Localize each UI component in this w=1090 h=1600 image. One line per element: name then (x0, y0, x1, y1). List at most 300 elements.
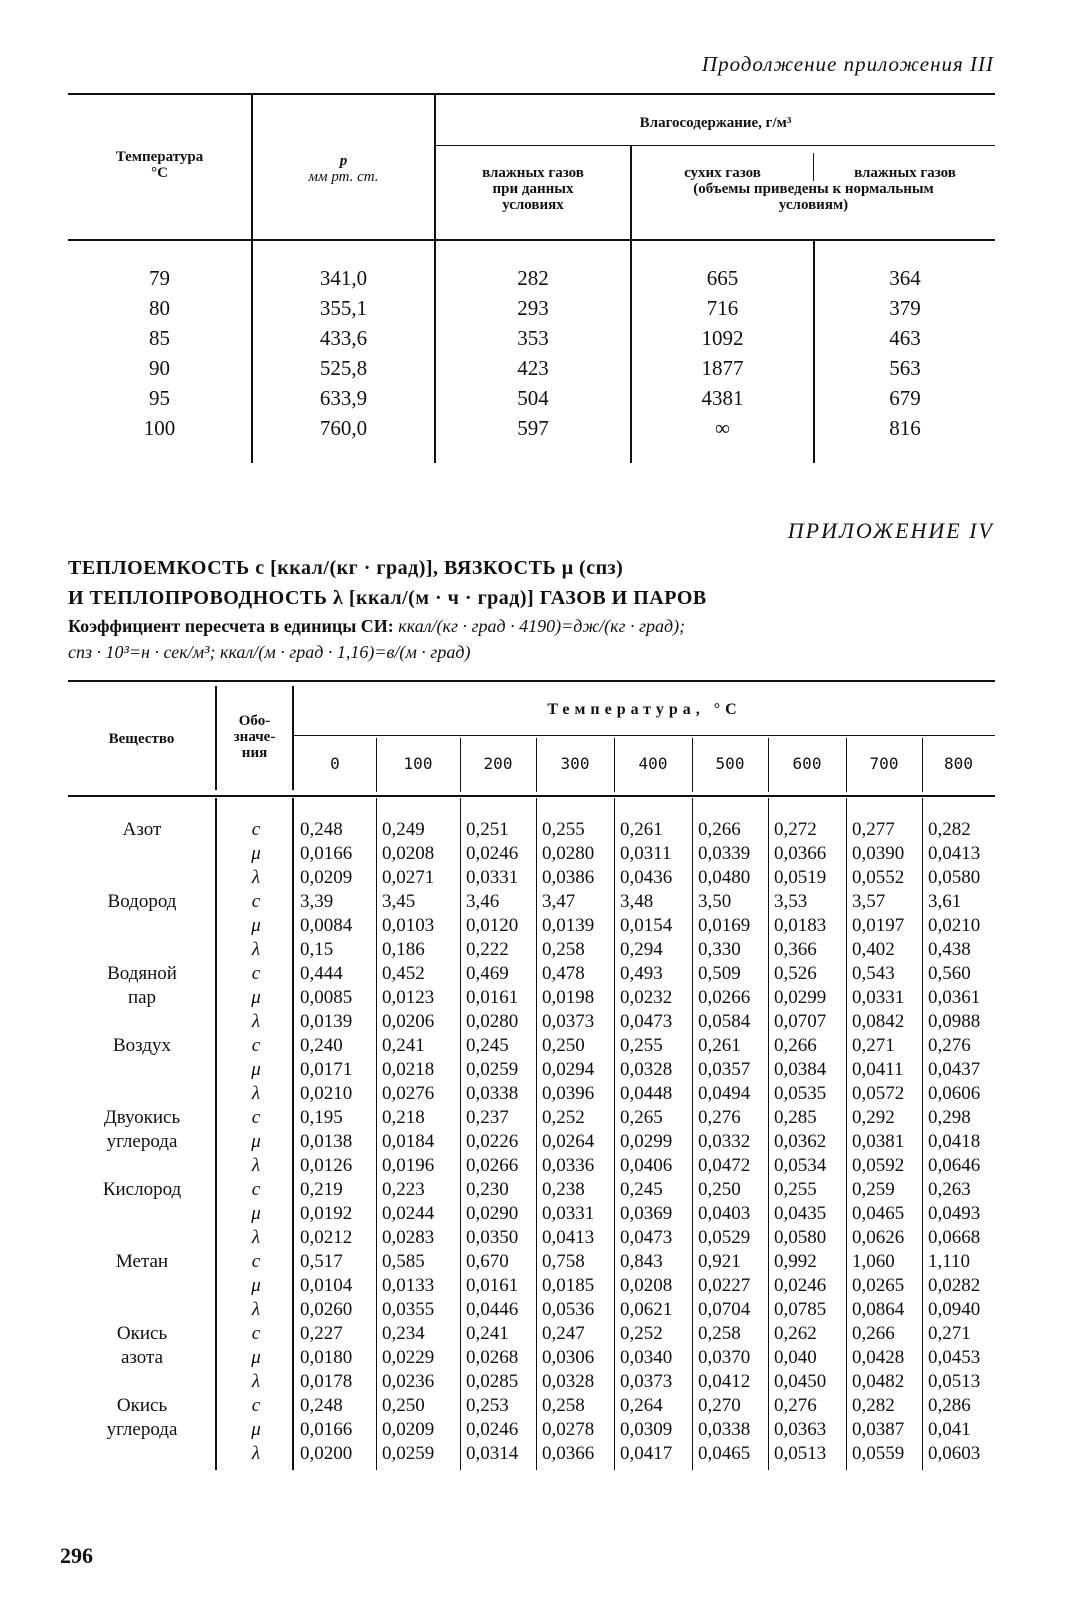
table-cell: 355,1 (319, 296, 368, 320)
substance-name: Азот (122, 819, 162, 840)
property-symbol: μ (251, 1275, 261, 1296)
table-cell: 79 (149, 266, 170, 290)
table-cell: 0,0366 (542, 1443, 595, 1464)
table-cell: 0,0138 (300, 1131, 353, 1152)
table-cell: 0,0299 (620, 1131, 673, 1152)
table-cell: 0,0336 (542, 1155, 595, 1176)
table-cell: 0,250 (382, 1395, 425, 1416)
table-cell: 0,0212 (300, 1227, 353, 1248)
table-cell: 0,248 (300, 819, 343, 840)
table-cell: 0,237 (466, 1107, 509, 1128)
table-cell: 0,452 (382, 963, 425, 984)
saturated-vapor-table (68, 93, 995, 463)
table-cell: 0,992 (774, 1251, 817, 1272)
table-cell: 3,48 (620, 891, 654, 912)
table-cell: 0,0103 (382, 915, 435, 936)
header-text: °C (151, 165, 168, 181)
table-cell: 0,266 (698, 819, 741, 840)
header-temperature (68, 149, 251, 181)
table-cell: 0,0311 (620, 843, 672, 864)
header-wet-actual (436, 165, 630, 213)
table-cell: 0,230 (466, 1179, 509, 1200)
table-cell: 0,0244 (382, 1203, 435, 1224)
table-cell: 0,0413 (542, 1227, 595, 1248)
gas-properties-table (68, 680, 995, 1480)
table-cell: 0,0271 (382, 867, 435, 888)
table-cell: 0,0171 (300, 1059, 353, 1080)
table-cell: 0,0218 (382, 1059, 435, 1080)
table-cell: 0,0139 (300, 1011, 353, 1032)
table-cell: 0,241 (466, 1323, 509, 1344)
table-cell: 0,0446 (466, 1299, 519, 1320)
header-text: Температура (115, 149, 204, 165)
note-line (68, 613, 1028, 639)
table-cell: 0,0606 (928, 1083, 981, 1104)
header-temperature: Температура, °C (547, 701, 742, 718)
table-cell: 0,0183 (774, 915, 827, 936)
table-cell: 0,0988 (928, 1011, 981, 1032)
table-cell: 0,0266 (698, 987, 751, 1008)
table-cell: 0,271 (928, 1323, 971, 1344)
table-cell: 0,0139 (542, 915, 595, 936)
property-symbol: c (251, 1107, 261, 1128)
header-text: условиях (502, 197, 564, 213)
substance-name: Водород (107, 891, 177, 912)
table-cell: 0,0381 (852, 1131, 905, 1152)
table-cell: 0,0366 (774, 843, 827, 864)
table-cell: 0,0559 (852, 1443, 905, 1464)
table-cell: 0,251 (466, 819, 509, 840)
table-cell: 0,0206 (382, 1011, 435, 1032)
table-cell: 3,50 (698, 891, 732, 912)
table-cell: 760,0 (319, 416, 368, 440)
table-cell: 0,0246 (466, 843, 519, 864)
table-cell: 0,0535 (774, 1083, 827, 1104)
table-cell: 0,0196 (382, 1155, 435, 1176)
table-cell: 0,234 (382, 1323, 425, 1344)
substance-name: Водяной (107, 963, 177, 984)
temperature-header: 0 (330, 754, 340, 773)
table-cell: 0,438 (928, 939, 971, 960)
table-cell: 433,6 (319, 326, 368, 350)
table-cell: 0,670 (466, 1251, 509, 1272)
table-cell: 597 (517, 416, 549, 440)
table-cell: 0,265 (620, 1107, 663, 1128)
rule-temperature (294, 735, 995, 736)
table-cell: 0,0332 (698, 1131, 751, 1152)
table-cell: 0,0197 (852, 915, 905, 936)
table-cell: 0,0266 (466, 1155, 519, 1176)
table-cell: 0,0465 (698, 1443, 751, 1464)
table-cell: 0,469 (466, 963, 509, 984)
table-cell: ∞ (715, 416, 730, 440)
table-cell: 0,252 (620, 1323, 663, 1344)
table-cell: 0,223 (382, 1179, 425, 1200)
header-wet-normal: влажных газов (854, 165, 956, 181)
table-cell: 0,478 (542, 963, 585, 984)
col-divider (922, 798, 923, 1470)
table-cell: 0,258 (698, 1323, 741, 1344)
table-cell: 3,57 (852, 891, 886, 912)
table-cell: 0,560 (928, 963, 971, 984)
header-symbol (217, 713, 292, 761)
header-dry: сухих газов (684, 165, 761, 181)
property-symbol: μ (251, 915, 261, 936)
property-symbol: c (251, 963, 261, 984)
temperature-header: 300 (560, 754, 590, 773)
table-cell: 0,0210 (300, 1083, 353, 1104)
table-cell: 0,240 (300, 1035, 343, 1056)
table-cell: 0,0437 (928, 1059, 981, 1080)
property-symbol: λ (251, 1443, 261, 1464)
table-cell: 0,238 (542, 1179, 585, 1200)
title-line: ТЕПЛОЕМКОСТЬ c [ккал/(кг · град)], ВЯЗКОСТЬ μ (спз) (68, 557, 624, 579)
table-cell: 0,276 (698, 1107, 741, 1128)
table-cell: 0,041 (928, 1419, 971, 1440)
table-cell: 816 (889, 416, 921, 440)
table-cell: 504 (517, 386, 549, 410)
property-symbol: λ (251, 1299, 261, 1320)
table-cell: 563 (889, 356, 921, 380)
header-moisture: Влагосодержание, г/м³ (639, 115, 792, 131)
table-cell: 0,0406 (620, 1155, 673, 1176)
header-text: ния (241, 745, 268, 761)
table-cell: 0,0453 (928, 1347, 981, 1368)
table-cell: 1877 (701, 356, 744, 380)
table-cell: 0,282 (928, 819, 971, 840)
table-cell: 0,0357 (698, 1059, 751, 1080)
table-cell: 3,39 (300, 891, 334, 912)
table-cell: 0,0450 (774, 1371, 827, 1392)
table-cell: 353 (517, 326, 549, 350)
table-cell: 0,252 (542, 1107, 585, 1128)
table-cell: 0,0842 (852, 1011, 905, 1032)
temperature-header: 600 (792, 754, 822, 773)
table-cell: 0,0448 (620, 1083, 673, 1104)
header-pressure (253, 153, 434, 185)
table-cell: 282 (517, 266, 549, 290)
property-symbol: μ (251, 1131, 261, 1152)
table-cell: 0,0584 (698, 1011, 751, 1032)
table-cell: 0,0412 (698, 1371, 751, 1392)
col-divider (292, 798, 294, 1470)
table-cell: 0,843 (620, 1251, 663, 1272)
temperature-header: 800 (944, 754, 973, 773)
table-cell: 0,0185 (542, 1275, 595, 1296)
col-divider (692, 798, 693, 1470)
table-cell: 0,0085 (300, 987, 353, 1008)
table-cell: 0,0264 (542, 1131, 595, 1152)
table-cell: 0,0246 (466, 1419, 519, 1440)
table-cell: 0,444 (300, 963, 343, 984)
table-cell: 0,255 (774, 1179, 817, 1200)
table-cell: 0,0104 (300, 1275, 353, 1296)
table-cell: 0,0513 (774, 1443, 827, 1464)
property-symbol: μ (251, 987, 261, 1008)
table-cell: 0,249 (382, 819, 425, 840)
table-cell: 0,0373 (542, 1011, 595, 1032)
table-cell: 0,0534 (774, 1155, 827, 1176)
table-cell: 0,0161 (466, 1275, 519, 1296)
table-cell: 0,277 (852, 819, 895, 840)
table-cell: 525,8 (319, 356, 368, 380)
table-cell: 0,294 (620, 939, 663, 960)
rule-top (68, 680, 995, 682)
table-cell: 0,0285 (466, 1371, 519, 1392)
running-head: Продолжение приложения III (701, 52, 994, 76)
table-cell: 679 (889, 386, 921, 410)
table-cell: 0,222 (466, 939, 509, 960)
property-symbol: λ (251, 1011, 261, 1032)
table-cell: 0,0309 (620, 1419, 673, 1440)
table-cell: 0,0646 (928, 1155, 981, 1176)
table-cell: 4381 (701, 386, 744, 410)
table-cell: 0,0465 (852, 1203, 905, 1224)
temperature-header: 100 (403, 754, 433, 773)
table-cell: 0,0166 (300, 1419, 353, 1440)
table-cell: 0,0493 (928, 1203, 981, 1224)
table-cell: 0,0328 (542, 1371, 595, 1392)
table-cell: 379 (889, 296, 921, 320)
table-cell: 0,366 (774, 939, 817, 960)
table-cell: 0,248 (300, 1395, 343, 1416)
table-cell: 0,266 (774, 1035, 817, 1056)
table-cell: 0,0580 (774, 1227, 827, 1248)
table-cell: 0,286 (928, 1395, 971, 1416)
property-symbol: μ (251, 843, 261, 864)
table-cell: 0,0386 (542, 867, 595, 888)
table-cell: 0,258 (542, 1395, 585, 1416)
table-cell: 0,0480 (698, 867, 751, 888)
table-cell: 0,0369 (620, 1203, 673, 1224)
table-cell: 0,0166 (300, 843, 353, 864)
table-cell: 0,0229 (382, 1347, 435, 1368)
table-cell: 0,0403 (698, 1203, 751, 1224)
substance-name: Двуокись (103, 1107, 181, 1128)
property-symbol: λ (251, 1371, 261, 1392)
table-cell: 463 (889, 326, 921, 350)
table-cell: 0,509 (698, 963, 741, 984)
table-cell: 0,245 (466, 1035, 509, 1056)
table-cell: 0,0513 (928, 1371, 981, 1392)
header-text: Обо- (238, 713, 271, 729)
table-cell: 0,0280 (466, 1011, 519, 1032)
table-cell: 0,0178 (300, 1371, 353, 1392)
table-cell: 0,0161 (466, 987, 519, 1008)
rule-header-bottom (68, 239, 995, 241)
table-cell: 85 (149, 326, 170, 350)
table-cell: 341,0 (319, 266, 368, 290)
table-cell: 633,9 (319, 386, 368, 410)
table-cell: 0,0436 (620, 867, 673, 888)
table-cell: 0,292 (852, 1107, 895, 1128)
table-cell: 0,0299 (774, 987, 827, 1008)
property-symbol: μ (251, 1347, 261, 1368)
table-cell: 3,53 (774, 891, 808, 912)
table-cell: 0,276 (774, 1395, 817, 1416)
table-cell: 0,543 (852, 963, 895, 984)
table-cell: 0,261 (698, 1035, 741, 1056)
header-text: (объемы приведены к нормальным (693, 181, 934, 197)
table-cell: 716 (706, 296, 739, 320)
table-cell: 0,402 (852, 939, 895, 960)
table-cell: 0,0940 (928, 1299, 981, 1320)
note-label: Коэффициент пересчета в единицы СИ: (68, 616, 394, 636)
table-cell: 1,110 (928, 1251, 971, 1272)
table-cell: 3,61 (928, 891, 962, 912)
table-cell: 0,263 (928, 1179, 971, 1200)
table-cell: 0,0482 (852, 1371, 905, 1392)
table-cell: 0,0340 (620, 1347, 673, 1368)
table-cell: 0,0668 (928, 1227, 981, 1248)
substance-name: углерода (106, 1131, 178, 1152)
table-cell: 0,255 (620, 1035, 663, 1056)
table-cell: 0,0621 (620, 1299, 673, 1320)
substance-name: азота (120, 1347, 164, 1368)
table-cell: 0,0387 (852, 1419, 905, 1440)
table-cell: 0,0350 (466, 1227, 519, 1248)
table-cell: 0,0198 (542, 987, 595, 1008)
table-cell: 0,259 (852, 1179, 895, 1200)
table-cell: 0,0169 (698, 915, 751, 936)
table-cell: 0,0209 (382, 1419, 435, 1440)
substance-name: Воздух (112, 1035, 171, 1056)
col-divider-partial (813, 153, 814, 181)
table-cell: 0,330 (698, 939, 741, 960)
table-cell: 0,247 (542, 1323, 585, 1344)
table-cell: 80 (149, 296, 170, 320)
property-symbol: λ (251, 867, 261, 888)
table-cell: 0,0084 (300, 915, 353, 936)
table-cell: 0,253 (466, 1395, 509, 1416)
table-cell: 0,758 (542, 1251, 585, 1272)
table-cell: 0,0180 (300, 1347, 353, 1368)
table-cell: 0,0339 (698, 843, 751, 864)
table-cell: 0,0362 (774, 1131, 827, 1152)
table-cell: 0,0331 (542, 1203, 595, 1224)
table-cell: 0,0268 (466, 1347, 519, 1368)
table-cell: 0,266 (852, 1323, 895, 1344)
table-cell: 0,241 (382, 1035, 425, 1056)
table-cell: 3,46 (466, 891, 500, 912)
table-cell: 0,298 (928, 1107, 971, 1128)
table-cell: 3,45 (382, 891, 416, 912)
header-substance: Вещество (108, 731, 175, 747)
header-text: влажных газов (482, 165, 584, 181)
title-line: И ТЕПЛОПРОВОДНОСТЬ λ [ккал/(м · ч · град)] ГАЗОВ И ПАРОВ (68, 587, 707, 609)
table-cell: 0,0290 (466, 1203, 519, 1224)
table-cell: 0,0208 (382, 843, 435, 864)
table-cell: 0,0390 (852, 843, 905, 864)
table-cell: 0,0552 (852, 867, 905, 888)
table-cell: 0,0529 (698, 1227, 751, 1248)
appendix-title (68, 553, 1028, 613)
table-cell: 0,219 (300, 1179, 343, 1200)
property-symbol: λ (251, 1083, 261, 1104)
property-symbol: c (251, 1395, 261, 1416)
table-cell: 0,0338 (466, 1083, 519, 1104)
table-cell: 0,0232 (620, 987, 673, 1008)
header-text: мм рт. ст. (308, 169, 379, 185)
table-cell: 0,0328 (620, 1059, 673, 1080)
table-cell: 0,261 (620, 819, 663, 840)
table-cell: 0,0200 (300, 1443, 353, 1464)
table-cell: 1092 (701, 326, 744, 350)
table-cell: 0,0209 (300, 867, 353, 888)
col-divider (376, 798, 377, 1470)
table-cell: 0,0626 (852, 1227, 905, 1248)
table-cell: 0,264 (620, 1395, 663, 1416)
table-cell: 0,0133 (382, 1275, 435, 1296)
col-divider (614, 798, 615, 1470)
table-cell: 0,0384 (774, 1059, 827, 1080)
table-cell: 0,0536 (542, 1299, 595, 1320)
table-cell: 0,0259 (382, 1443, 435, 1464)
table-cell: 0,0236 (382, 1371, 435, 1392)
table-cell: 0,0276 (382, 1083, 435, 1104)
substance-name: Кислород (102, 1179, 182, 1200)
table-cell: 665 (706, 266, 739, 290)
rule-subheader (436, 145, 995, 146)
table-cell: 0,0704 (698, 1299, 751, 1320)
table-cell: 0,0472 (698, 1155, 751, 1176)
property-symbol: c (251, 1251, 261, 1272)
table-cell: 0,0154 (620, 915, 673, 936)
table-cell: 0,0864 (852, 1299, 905, 1320)
table-cell: 0,227 (300, 1323, 343, 1344)
table-cell: 0,258 (542, 939, 585, 960)
table-cell: 0,0473 (620, 1011, 673, 1032)
table-cell: 0,0592 (852, 1155, 905, 1176)
table-cell: 0,0278 (542, 1419, 595, 1440)
table-cell: 0,0785 (774, 1299, 827, 1320)
property-symbol: μ (251, 1203, 261, 1224)
table-cell: 0,0603 (928, 1443, 981, 1464)
table-cell: 0,0210 (928, 915, 981, 936)
table-cell: 0,0338 (698, 1419, 751, 1440)
note-line: спз · 10³=н · сек/м³; ккал/(м · град · 1,16)=в/(м · град) (68, 642, 471, 662)
property-symbol: λ (251, 1155, 261, 1176)
table-cell: 0,0417 (620, 1443, 673, 1464)
page-number: 296 (60, 1543, 93, 1568)
table-cell: 0,0120 (466, 915, 519, 936)
appendix-label: ПРИЛОЖЕНИЕ IV (787, 518, 994, 543)
table-cell: 0,493 (620, 963, 663, 984)
table-cell: 0,262 (774, 1323, 817, 1344)
col-divider (768, 798, 769, 1470)
property-symbol: c (251, 891, 261, 912)
table-cell: 0,0123 (382, 987, 435, 1008)
si-conversion-note (68, 613, 1028, 665)
table-cell: 293 (517, 296, 549, 320)
rule-top (68, 93, 995, 95)
table-cell: 0,0226 (466, 1131, 519, 1152)
table-cell: 0,0184 (382, 1131, 435, 1152)
property-symbol: c (251, 819, 261, 840)
rule-header-bottom (68, 795, 995, 797)
table-cell: 0,0208 (620, 1275, 673, 1296)
table-cell: 0,921 (698, 1251, 741, 1272)
table-cell: 0,0373 (620, 1371, 673, 1392)
property-symbol: μ (251, 1419, 261, 1440)
substance-name: Метан (115, 1251, 169, 1272)
temperature-header: 500 (715, 754, 745, 773)
table-cell: 0,0396 (542, 1083, 595, 1104)
table-cell: 0,0283 (382, 1227, 435, 1248)
table-cell: 0,0282 (928, 1275, 981, 1296)
table-cell: 0,0411 (852, 1059, 904, 1080)
table-cell: 0,0435 (774, 1203, 827, 1224)
